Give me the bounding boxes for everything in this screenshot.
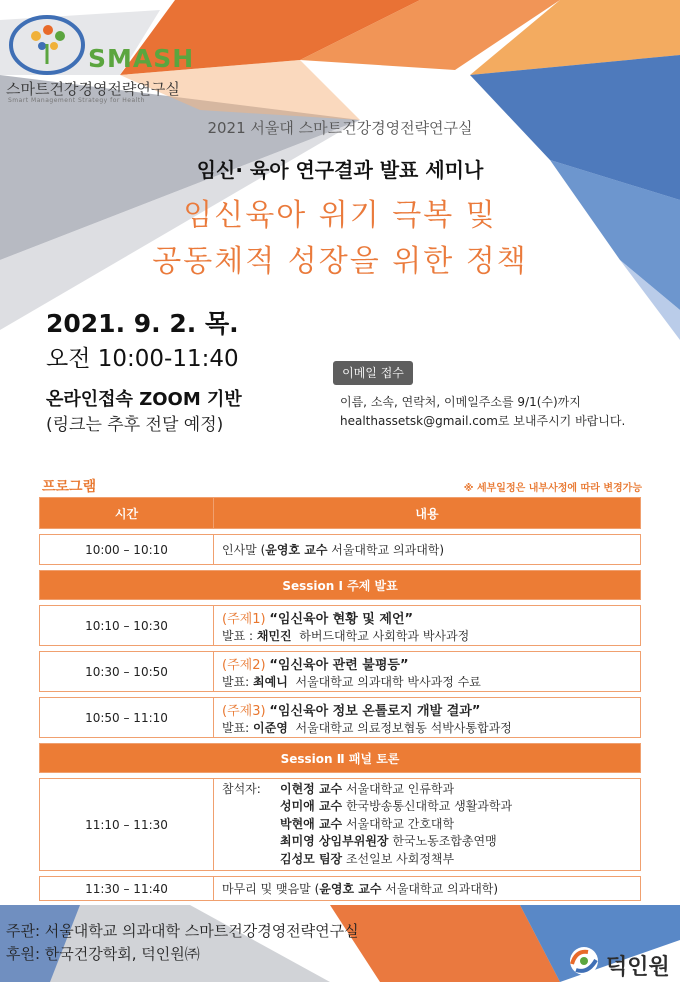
closing-speaker: 윤영호 교수	[319, 882, 382, 896]
email-instructions-2: healthassetsk@gmail.com로 보내주시기 바랍니다.	[340, 414, 626, 428]
program-table	[39, 497, 641, 901]
panel-member: 박현애 교수 서울대학교 간호대학	[280, 816, 455, 831]
panel-time: 11:10 – 11:30	[40, 779, 214, 871]
panel-label: 참석자:	[222, 781, 261, 796]
opening-time: 10:00 – 10:10	[40, 535, 214, 565]
panel-members	[280, 781, 512, 869]
col-time-header: 시간	[40, 498, 214, 529]
main-title-line2: 공동체적 성장을 위한 정책	[152, 244, 528, 279]
session1-row	[40, 571, 641, 600]
panel-member: 최미영 상임부위원장 한국노동조합총연맹	[280, 834, 497, 849]
table-row-closing	[40, 877, 641, 901]
closing-content: 마무리 및 맺음말 (윤영호 교수 서울대학교 의과대학)	[214, 877, 641, 901]
session2-label: Session Ⅱ 패널 토론	[40, 744, 641, 773]
main-title-line1: 임신육아 위기 극복 및	[183, 198, 497, 233]
table-row-topic2	[40, 652, 641, 692]
opening-content: 인사말 (윤영호 교수 서울대학교 의과대학)	[214, 535, 641, 565]
closing-time: 11:30 – 11:40	[40, 877, 214, 901]
footer-sponsor: 후원: 한국건강학회, 덕인원㈜	[6, 945, 200, 963]
table-row-opening	[40, 535, 641, 565]
topic3-content: (주제3) “임신육아 정보 온톨로지 개발 결과” 발표: 이준영 서울대학교 의료정보협동 석박사통합과정	[214, 698, 641, 738]
col-content-header: 내용	[214, 498, 641, 529]
online-info: 온라인접속 ZOOM 기반	[46, 389, 242, 410]
email-badge: 이메일 접수	[333, 361, 413, 385]
email-instructions-1: 이름, 소속, 연락처, 이메일주소를 9/1(수)까지	[340, 395, 581, 409]
logo-text: SMASH	[88, 44, 195, 73]
table-row-panel	[40, 779, 641, 871]
topic1-content: (주제1) “임신육아 현황 및 제언” 발표 : 채민진 하버드대학교 사회학과 박사과정	[214, 606, 641, 646]
sponsor-logo-text: 덕인원	[606, 955, 670, 980]
seminar-title: 임신· 육아 연구결과 발표 세미나	[196, 158, 484, 182]
sponsor-logo-icon	[566, 944, 602, 978]
year-line: 2021 서울대 스마트건강경영전략연구실	[207, 119, 473, 137]
topic2-time: 10:30 – 10:50	[40, 652, 214, 692]
table-header	[40, 498, 641, 529]
opening-speaker: 윤영호 교수	[265, 543, 328, 557]
event-time: 오전 10:00-11:40	[46, 346, 239, 372]
org-subtitle: Smart Management Strategy for Health	[8, 97, 145, 104]
session2-row	[40, 744, 641, 773]
topic2-content: (주제2) “임신육아 관련 불평등” 발표: 최예니 서울대학교 의과대학 박사과정 수료	[214, 652, 641, 692]
program-label: 프로그램	[42, 479, 97, 495]
smash-logo-icon	[8, 14, 86, 76]
table-row-topic3	[40, 698, 641, 738]
program-note: ※ 세부일정은 내부사정에 따라 변경가능	[463, 483, 642, 494]
footer-host: 주관: 서울대학교 의과대학 스마트건강경영전략연구실	[6, 922, 359, 940]
link-note: (링크는 추후 전달 예정)	[46, 415, 224, 435]
table-row-topic1	[40, 606, 641, 646]
org-name: 스마트건강경영전략연구실	[6, 80, 180, 98]
topic1-time: 10:10 – 10:30	[40, 606, 214, 646]
panel-content	[214, 779, 641, 871]
event-date: 2021. 9. 2. 목.	[46, 309, 239, 338]
topic3-time: 10:50 – 11:10	[40, 698, 214, 738]
panel-member: 성미애 교수 한국방송통신대학교 생활과학과	[280, 799, 513, 814]
panel-member: 이현정 교수 서울대학교 인류학과	[280, 781, 455, 796]
session1-label: Session Ⅰ 주제 발표	[40, 571, 641, 600]
panel-member: 김성모 팀장 조선일보 사회정책부	[280, 851, 455, 866]
